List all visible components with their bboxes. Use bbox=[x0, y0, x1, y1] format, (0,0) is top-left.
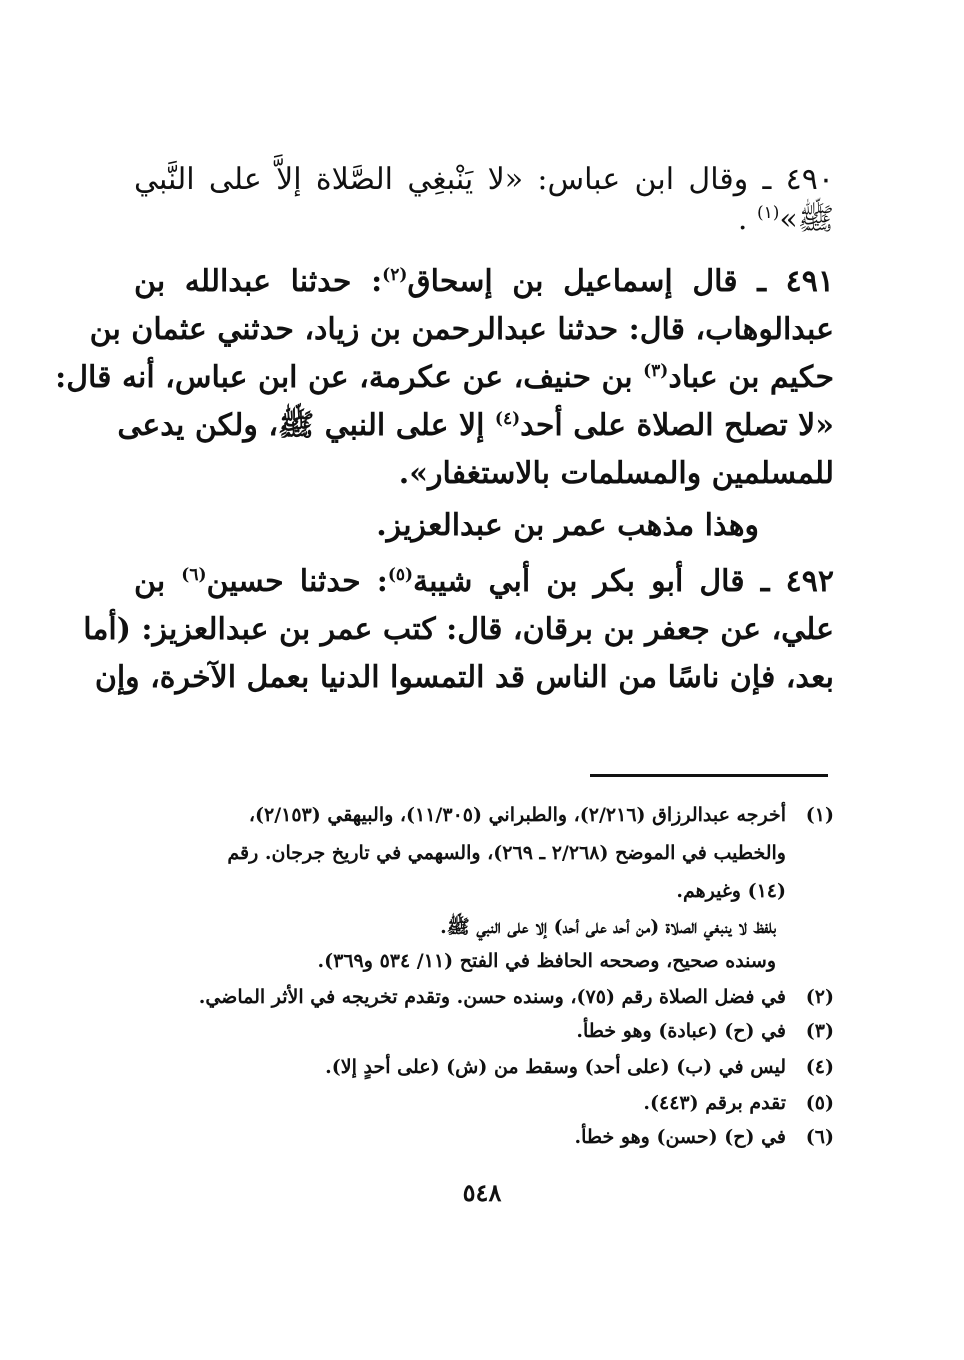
paragraph-491-line-3 bbox=[55, 358, 834, 398]
footnote-1-line-2: والخطيب في الموضح (٢/٢٦٨ ـ ٢٦٩)، والسهمي في تاريخ جرجان. رقم bbox=[227, 842, 786, 864]
footnote-2 bbox=[134, 982, 834, 1012]
footnote-ref-4: (٤) bbox=[494, 409, 521, 429]
paragraph-491-line-5: للمسلمين والمسلمات بالاستغفار». bbox=[398, 456, 834, 491]
footnote-3-number: (٣) bbox=[805, 1020, 834, 1042]
p492-l1-b: : حدثنا حسين bbox=[206, 564, 388, 599]
footnote-2-text: في فضل الصلاة رقم (٧٥)، وسنده حسن. وتقدم تخريجه في الأثر الماضي. bbox=[198, 986, 786, 1008]
footnote-ref-2: (٢) bbox=[382, 265, 408, 285]
footnote-1-line-4: بلفظ لا ينبغي الصلاة (من أحد على أحد) إلا على النبي ﷺ. bbox=[440, 916, 776, 938]
footnote-3 bbox=[134, 1016, 834, 1046]
p491-l3-a: حكيم بن عباد bbox=[668, 360, 834, 395]
footnote-5-number: (٥) bbox=[805, 1092, 834, 1114]
paragraph-492-line-2: علي، عن جعفر بن برقان، قال: كتب عمر بن عبدالعزيز: (أما bbox=[83, 612, 834, 647]
footnote-3-text: في (ح) (عبادة) وهو خطأ. bbox=[576, 1020, 786, 1042]
footnote-1-line-1 bbox=[134, 800, 834, 830]
paragraph-492-line-3: بعد، فإن ناسًا من الناس قد التمسوا الدنيا بعمل الآخرة، وإن bbox=[94, 660, 834, 695]
paragraph-491-line-4 bbox=[117, 406, 834, 446]
paragraph-491-line-2: عبدالوهاب، قال: حدثنا عبدالرحمن بن زياد، حدثني عثمان بن bbox=[89, 312, 834, 347]
paragraph-umar: وهذا مذهب عمر بن عبدالعزيز. bbox=[376, 508, 759, 543]
p492-l1-c: بن bbox=[134, 564, 182, 599]
paragraph-491-line-1 bbox=[134, 262, 834, 302]
p491-l4-b: إلا على النبي ﷺ، ولكن يدعى bbox=[117, 408, 495, 443]
p491-l1-a: ٤٩١ ـ قال إسماعيل بن إسحاق bbox=[407, 264, 835, 299]
footnote-5-text: تقدم برقم (٤٤٣). bbox=[643, 1092, 786, 1114]
footnote-6-text: في (ح) (حسن) وهو خطأ. bbox=[574, 1126, 786, 1148]
salutation-text: ﷺ» bbox=[779, 202, 834, 237]
footnote-ref-5: (٥) bbox=[387, 565, 414, 585]
p491-l1-b: : حدثنا عبدالله بن bbox=[134, 264, 383, 299]
footnote-ref-3: (٣) bbox=[643, 361, 669, 381]
footnote-4-number: (٤) bbox=[805, 1056, 834, 1078]
p491-l3-b: بن حنيف، عن عكرمة، عن ابن عباس، أنه قال: bbox=[55, 360, 644, 395]
footnote-5 bbox=[134, 1088, 834, 1118]
footnote-6 bbox=[134, 1122, 834, 1152]
footnote-1-text-1: أخرجه عبدالرزاق (٢/٢١٦)، والطبراني (١١/٣٠٥)، والبيهقي (٢/١٥٣)، bbox=[248, 804, 786, 826]
p491-l4-a: «لا تصلح الصلاة على أحد bbox=[520, 408, 834, 443]
footnote-ref-6: (٦) bbox=[181, 565, 207, 585]
footnote-1-line-3: (١٤) وغيرهم. bbox=[676, 880, 786, 902]
footnote-4 bbox=[134, 1052, 834, 1082]
paragraph-492-line-1 bbox=[134, 562, 834, 602]
paragraph-490-line-2 bbox=[134, 200, 834, 240]
footnote-6-number: (٦) bbox=[805, 1126, 834, 1148]
footnote-separator bbox=[590, 774, 828, 777]
footnote-4-text: ليس في (ب) (على أحد) وسقط من (ش) (على أحدٍ إلا). bbox=[325, 1056, 786, 1078]
footnote-ref-1: (١) bbox=[756, 203, 780, 223]
footnote-1-number: (١) bbox=[805, 804, 834, 826]
page-number: ٥٤٨ bbox=[462, 1178, 502, 1207]
sentence-end: . bbox=[737, 202, 748, 237]
footnote-2-number: (٢) bbox=[805, 986, 834, 1008]
paragraph-490-line-1: ٤٩٠ ـ وقال ابن عباس: «لا يَنْبغِي الصَّلاة إلاَّ على النَّبي bbox=[134, 162, 834, 197]
footnote-1-line-5: وسنده صحيح، وصححه الحافظ في الفتح (١١/ ٥٣٤ و٣٦٩). bbox=[317, 950, 776, 972]
p492-l1-a: ٤٩٢ ـ قال أبو بكر بن أبي شيبة bbox=[413, 564, 834, 599]
